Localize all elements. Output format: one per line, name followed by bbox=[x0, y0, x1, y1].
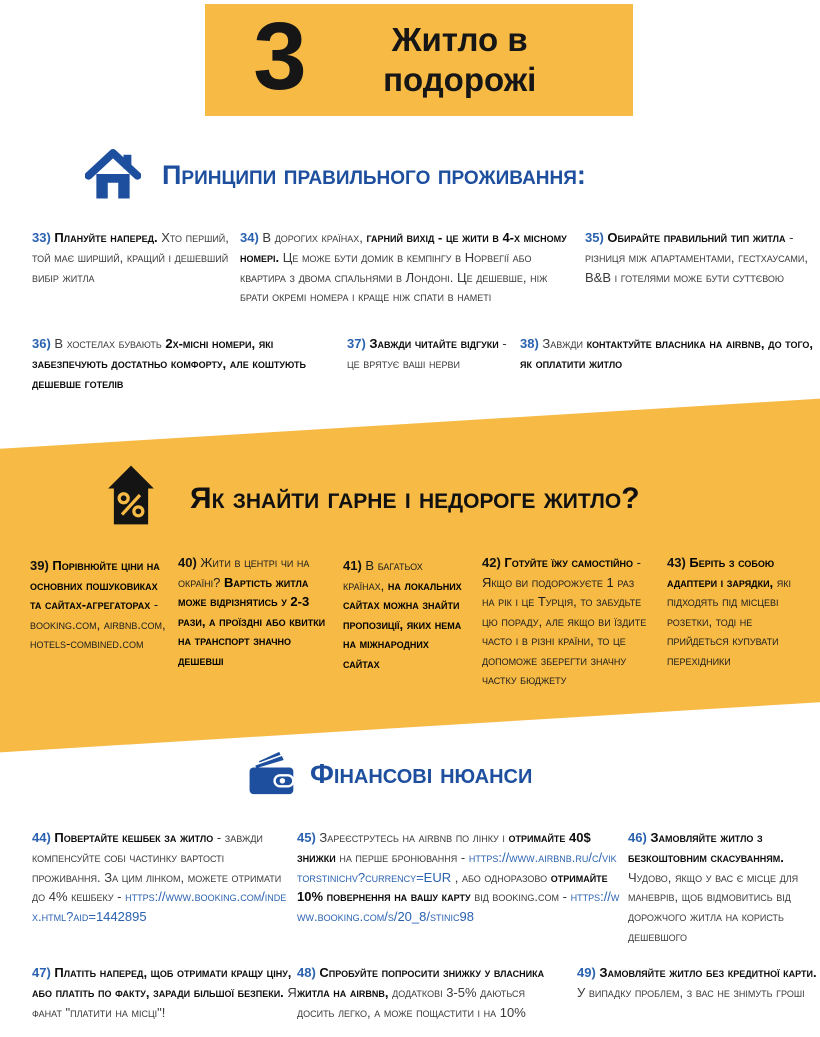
tip-40 bbox=[178, 553, 336, 670]
tip-text: В хостелах бувають bbox=[54, 336, 166, 351]
tip-text: Платіть наперед, щоб отримати кращу ціну, або платіть по факту, заради більшої безпеки. bbox=[32, 965, 292, 1000]
tip-text: - це врятує ваші нерви bbox=[347, 336, 507, 371]
tip-45 bbox=[297, 828, 622, 927]
tip-number: 35) bbox=[585, 230, 608, 245]
tip-text: - завжди компенсуйте собі частинку вартості проживання. За цим лінком, можете отримати до 4% кешбеку - bbox=[32, 830, 282, 905]
tip-text: на перше бронювання - bbox=[335, 849, 469, 865]
tip-text: Хто перший, той має ширший, кращий і дешевший вибір житла bbox=[32, 230, 229, 285]
tip-text: Беріть з собою адаптери і зарядки, bbox=[667, 555, 775, 590]
tip-text: - Якщо ви подорожуєте 1 раз на рік і це Турція, то забудьте цю пораду, але якщо ви їздите часто і в різні країни, то це допоможе зберегти значну частку бюджету bbox=[482, 555, 647, 687]
tip-text: В дорогих країнах, bbox=[262, 230, 367, 245]
tip-number: 38) bbox=[520, 336, 543, 351]
tip-text: , або одноразово bbox=[451, 869, 551, 885]
tip-47 bbox=[32, 963, 300, 1022]
tip-41 bbox=[343, 556, 467, 673]
tip-text: Порівнюйте ціни на основних пошуковиках та сайтах-агрегаторах bbox=[30, 558, 160, 612]
house-percent-icon bbox=[108, 464, 154, 526]
tip-text: Це може бути домик в кемпінгу в Норвегії або квартира з двома спальнями в Лондоні. Це дешевше, ніж брати окремі номера і краще ніж спати в наметі bbox=[240, 249, 548, 305]
tip-number: 47) bbox=[32, 965, 55, 980]
tip-text: Завжди читайте відгуки bbox=[369, 336, 499, 351]
tip-39 bbox=[30, 556, 172, 654]
tip-text: Спробуйте попросити знижку у власника житла на airbnb, bbox=[297, 965, 545, 1000]
tip-number: 48) bbox=[297, 965, 320, 980]
tip-text: Повертайте кешбек за житло bbox=[54, 830, 214, 845]
tip-text: які підходять під місцеві розетки, тоді не прийдеться купувати перехідники bbox=[667, 574, 792, 668]
tip-number: 37) bbox=[347, 336, 370, 351]
tip-number: 39) bbox=[30, 558, 53, 573]
tip-36 bbox=[32, 334, 350, 393]
tip-text: Обирайте правильний тип житла bbox=[607, 230, 786, 245]
tip-number: 40) bbox=[178, 555, 201, 570]
tip-46 bbox=[628, 828, 816, 947]
tip-text: Плануйте наперед. bbox=[54, 230, 158, 245]
tip-number: 34) bbox=[240, 230, 263, 245]
section-number: 3 bbox=[253, 3, 307, 110]
tip-text: - booking.com, airbnb.com, hotels-combined.com bbox=[30, 597, 166, 651]
tip-text: Зареєструтесь на airbnb по лінку і bbox=[319, 830, 509, 845]
tip-text: Завжди bbox=[542, 336, 587, 351]
tip-text: Я фанат "платити на місці"! bbox=[32, 984, 297, 1020]
tip-number: 42) bbox=[482, 555, 505, 570]
tip-text: В багатьох країнах, bbox=[343, 558, 423, 593]
tip-text: Жити в центрі чи на окраїні? bbox=[178, 555, 310, 590]
tip-text: отримайте 10% повернення на вашу карту bbox=[297, 869, 608, 905]
tip-number: 49) bbox=[577, 965, 600, 980]
tip-text: - різниця між апартаментами, гестхаусами, B&B і готелями може бути суттєвою bbox=[585, 230, 808, 285]
tip-43 bbox=[667, 553, 813, 670]
tip-number: 43) bbox=[667, 555, 690, 570]
tip-text: додаткові 3-5% даються досить легко, а може пощастити і на 10% bbox=[297, 984, 526, 1020]
tip-34 bbox=[240, 228, 570, 307]
link[interactable]: https://www.booking.com/s/20_8/stinic98 bbox=[297, 889, 620, 924]
findcheap-section-title: Як знайти гарне і недороге житло? bbox=[190, 482, 640, 515]
tip-text: У випадку проблем, з вас не знімуть гроші bbox=[577, 984, 805, 1000]
tip-42 bbox=[482, 553, 650, 690]
page-title: Житло в подорожі bbox=[383, 20, 537, 98]
wallet-icon bbox=[248, 748, 298, 798]
link[interactable]: https://www.airbnb.ru/c/viktorstinichv?currency=EUR bbox=[297, 849, 617, 885]
principles-section-title: Принципи правильного проживання: bbox=[162, 160, 586, 190]
tip-35 bbox=[585, 228, 817, 287]
tip-text: Замовляйте житло без кредитної карти. bbox=[599, 965, 817, 980]
tip-text: гарний вихід - це жити в 4-х місному номері. bbox=[240, 230, 567, 265]
tip-text: отримайте 40$ знижки bbox=[297, 830, 591, 865]
tip-number: 36) bbox=[32, 336, 55, 351]
tip-38 bbox=[520, 334, 820, 374]
tip-44 bbox=[32, 828, 290, 927]
tip-number: 44) bbox=[32, 830, 55, 845]
tip-text: Замовляйте житло з безкоштовним скасуванням. bbox=[628, 830, 784, 865]
tip-text: Чудово, якщо у вас є місце для маневрів, щоб відмовитись від дорожчого житла на користь дешевшого bbox=[628, 869, 799, 944]
tip-number: 33) bbox=[32, 230, 55, 245]
tip-number: 46) bbox=[628, 830, 651, 845]
tip-37 bbox=[347, 334, 515, 374]
house-icon bbox=[85, 146, 141, 202]
header-banner bbox=[205, 4, 633, 116]
tip-number: 41) bbox=[343, 558, 366, 573]
finance-section-title: Фінансові нюанси bbox=[310, 758, 533, 789]
tip-48 bbox=[297, 963, 555, 1022]
tip-49 bbox=[577, 963, 817, 1003]
tip-33 bbox=[32, 228, 238, 287]
tip-number: 45) bbox=[297, 830, 320, 845]
tip-text: 2х-місні номери, які забезпечують достатньо комфорту, але коштують дешевше готелів bbox=[32, 336, 306, 391]
tip-text: від booking.com - bbox=[470, 889, 571, 905]
tip-text: контактуйте власника на airbnb, до того, як оплатити житло bbox=[520, 336, 814, 371]
tip-text: на локальних сайтах можна знайти пропозиції, яких нема на міжнародних сайтах bbox=[343, 577, 462, 671]
tip-text: Готуйте їжу самостійно bbox=[504, 555, 634, 570]
link[interactable]: https://www.booking.com/index.html?aid=1442895 bbox=[32, 889, 287, 924]
tip-text: Вартість житла може відрізнятись у 2-3 рази, а проїздні або квитки на транспорт значно дешевші bbox=[178, 574, 326, 668]
